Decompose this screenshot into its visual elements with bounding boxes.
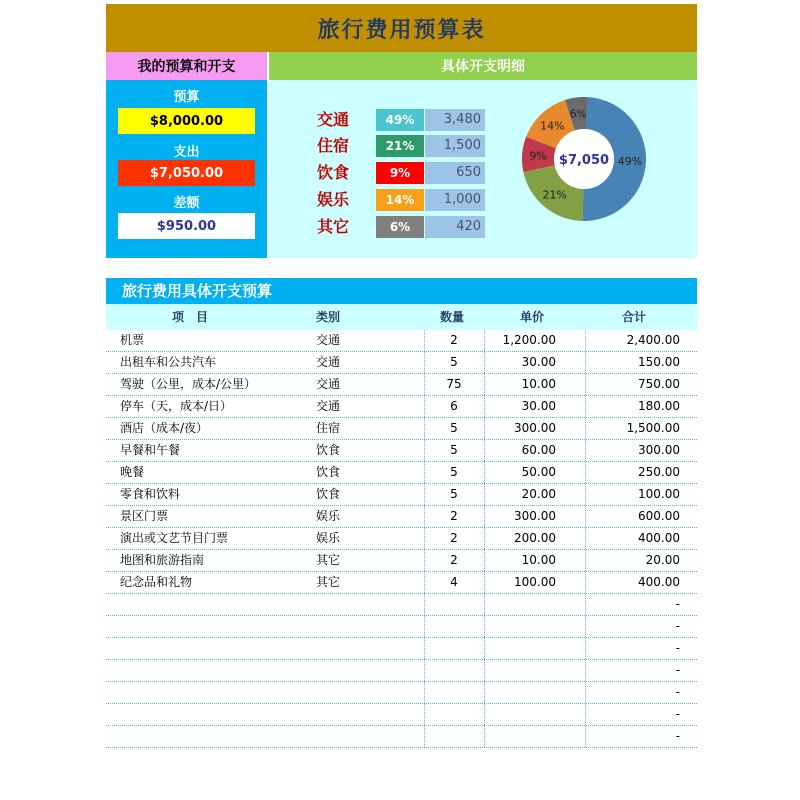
item-cell[interactable] xyxy=(120,594,310,615)
item-cell[interactable] xyxy=(120,682,310,703)
qty-cell[interactable] xyxy=(424,638,484,659)
total-cell[interactable]: - xyxy=(675,619,680,633)
total-cell[interactable]: 2,400.00 xyxy=(626,333,680,347)
column-divider xyxy=(484,484,485,505)
price-cell[interactable] xyxy=(486,616,556,637)
header-price: 单价 xyxy=(520,310,545,324)
total-cell[interactable]: - xyxy=(675,597,680,611)
category-cell[interactable]: 其它 xyxy=(316,553,341,567)
item-cell[interactable]: 早餐和午餐 xyxy=(120,443,181,457)
total-cell[interactable]: 400.00 xyxy=(638,531,680,545)
item-cell[interactable]: 驾驶（公里，成本/公里） xyxy=(120,377,257,391)
donut-slice-label: 21% xyxy=(542,188,567,202)
table-row xyxy=(106,528,697,550)
column-divider xyxy=(484,506,485,527)
total-cell[interactable]: 180.00 xyxy=(638,399,680,413)
expense-donut-chart xyxy=(519,94,649,224)
donut-center-label: $7,050 xyxy=(558,153,610,168)
price-cell[interactable]: 60.00 xyxy=(521,443,556,457)
donut-slice-label: 14% xyxy=(540,119,565,133)
category-amount[interactable]: 1,500 xyxy=(425,135,485,157)
my-budget-header: 我的预算和开支 xyxy=(106,52,267,80)
total-cell[interactable]: 400.00 xyxy=(638,575,680,589)
table-row xyxy=(106,484,697,506)
column-divider xyxy=(484,704,485,725)
item-cell[interactable] xyxy=(120,726,310,747)
column-divider xyxy=(484,418,485,439)
category-label: 交通 xyxy=(316,110,349,129)
qty-cell[interactable]: 2 xyxy=(450,531,458,545)
qty-cell[interactable]: 4 xyxy=(450,575,458,589)
table-row xyxy=(106,682,697,704)
table-row xyxy=(106,660,697,682)
table-row xyxy=(106,638,697,660)
category-amount[interactable]: 420 xyxy=(425,216,485,238)
category-cell[interactable]: 交通 xyxy=(316,399,341,413)
column-divider xyxy=(484,396,485,417)
price-cell[interactable]: 200.00 xyxy=(514,531,556,545)
price-cell[interactable]: 50.00 xyxy=(521,465,556,479)
category-cell[interactable] xyxy=(316,594,376,615)
item-cell[interactable]: 景区门票 xyxy=(120,509,169,523)
column-divider xyxy=(484,550,485,571)
difference-value[interactable]: $950.00 xyxy=(118,213,255,239)
expense-table-body xyxy=(106,330,697,748)
total-cell[interactable]: 600.00 xyxy=(638,509,680,523)
donut-slice-label: 6% xyxy=(569,107,588,121)
qty-cell[interactable] xyxy=(424,682,484,703)
total-cell[interactable]: 1,500.00 xyxy=(626,421,680,435)
category-cell[interactable] xyxy=(316,704,376,725)
column-divider xyxy=(484,462,485,483)
item-cell[interactable]: 酒店（成本/夜） xyxy=(120,421,209,435)
category-percent[interactable]: 9% xyxy=(376,162,424,184)
qty-cell[interactable] xyxy=(424,704,484,725)
column-divider xyxy=(484,374,485,395)
table-title: 旅行费用具体开支预算 xyxy=(106,278,697,304)
spent-label: 支出 xyxy=(173,145,200,160)
category-cell[interactable]: 交通 xyxy=(316,377,341,391)
category-cell[interactable]: 娱乐 xyxy=(316,531,341,545)
item-cell[interactable]: 晚餐 xyxy=(120,465,145,479)
category-cell[interactable]: 交通 xyxy=(316,333,341,347)
category-label: 娱乐 xyxy=(316,190,349,209)
item-cell[interactable]: 演出或文艺节目门票 xyxy=(120,531,229,545)
category-label: 饮食 xyxy=(316,163,349,182)
category-cell[interactable] xyxy=(316,638,376,659)
total-cell[interactable]: 150.00 xyxy=(638,355,680,369)
table-row xyxy=(106,418,697,440)
total-cell[interactable]: - xyxy=(675,729,680,743)
price-cell[interactable]: 300.00 xyxy=(514,509,556,523)
item-cell[interactable]: 零食和饮料 xyxy=(120,487,181,501)
total-cell[interactable]: 20.00 xyxy=(645,553,680,567)
category-cell[interactable] xyxy=(316,660,376,681)
category-label: 其它 xyxy=(316,217,349,236)
item-cell[interactable] xyxy=(120,704,310,725)
price-cell[interactable]: 10.00 xyxy=(521,377,556,391)
price-cell[interactable] xyxy=(486,704,556,725)
total-cell[interactable]: 100.00 xyxy=(638,487,680,501)
column-divider xyxy=(484,682,485,703)
column-divider xyxy=(484,616,485,637)
column-divider xyxy=(484,528,485,549)
table-row xyxy=(106,352,697,374)
total-cell[interactable]: - xyxy=(675,641,680,655)
category-cell[interactable] xyxy=(316,616,376,637)
table-row xyxy=(106,396,697,418)
price-cell[interactable]: 30.00 xyxy=(521,355,556,369)
qty-cell[interactable]: 6 xyxy=(450,399,458,413)
price-cell[interactable] xyxy=(486,682,556,703)
qty-cell[interactable] xyxy=(424,594,484,615)
table-row xyxy=(106,572,697,594)
category-percent[interactable]: 49% xyxy=(376,109,424,131)
qty-cell[interactable]: 5 xyxy=(450,487,458,501)
table-row xyxy=(106,616,697,638)
item-cell[interactable] xyxy=(120,616,310,637)
category-cell[interactable]: 住宿 xyxy=(316,421,341,435)
table-row xyxy=(106,726,697,748)
category-percent[interactable]: 14% xyxy=(376,189,424,211)
total-cell[interactable]: - xyxy=(675,707,680,721)
item-cell[interactable]: 地图和旅游指南 xyxy=(120,553,205,567)
sheet-title: 旅行费用预算表 xyxy=(106,4,697,52)
price-cell[interactable]: 100.00 xyxy=(514,575,556,589)
item-cell[interactable]: 机票 xyxy=(120,333,145,347)
budget-label: 预算 xyxy=(173,90,200,105)
header-category: 类别 xyxy=(316,310,341,324)
header-item: 项 目 xyxy=(172,310,209,324)
item-cell[interactable]: 纪念品和礼物 xyxy=(120,575,193,589)
budget-value[interactable]: $8,000.00 xyxy=(118,108,255,134)
item-cell[interactable] xyxy=(120,660,310,681)
price-cell[interactable]: 30.00 xyxy=(521,399,556,413)
qty-cell[interactable] xyxy=(424,660,484,681)
qty-cell[interactable]: 5 xyxy=(450,443,458,457)
table-row xyxy=(106,440,697,462)
price-cell[interactable]: 1,200.00 xyxy=(502,333,556,347)
expense-detail-header: 具体开支明细 xyxy=(269,52,697,80)
table-row xyxy=(106,506,697,528)
total-cell[interactable]: 250.00 xyxy=(638,465,680,479)
category-cell[interactable] xyxy=(316,682,376,703)
item-cell[interactable]: 停车（天，成本/日） xyxy=(120,399,233,413)
table-row xyxy=(106,594,697,616)
category-cell[interactable]: 饮食 xyxy=(316,487,341,501)
donut-slice-label: 49% xyxy=(617,154,643,168)
column-divider xyxy=(484,440,485,461)
table-row xyxy=(106,550,697,572)
item-cell[interactable] xyxy=(120,638,310,659)
category-cell[interactable]: 娱乐 xyxy=(316,509,341,523)
qty-cell[interactable]: 5 xyxy=(450,355,458,369)
column-divider xyxy=(484,638,485,659)
qty-cell[interactable] xyxy=(424,726,484,747)
category-label: 住宿 xyxy=(316,136,349,155)
column-divider xyxy=(484,352,485,373)
column-divider xyxy=(484,660,485,681)
category-cell[interactable]: 饮食 xyxy=(316,443,341,457)
qty-cell[interactable]: 2 xyxy=(450,509,458,523)
price-cell[interactable] xyxy=(486,726,556,747)
header-qty: 数量 xyxy=(440,310,465,324)
category-cell[interactable]: 饮食 xyxy=(316,465,341,479)
price-cell[interactable] xyxy=(486,594,556,615)
category-amount[interactable]: 1,000 xyxy=(425,189,485,211)
table-row xyxy=(106,462,697,484)
category-cell[interactable]: 其它 xyxy=(316,575,341,589)
category-percent[interactable]: 21% xyxy=(376,135,424,157)
table-row xyxy=(106,704,697,726)
price-cell[interactable]: 10.00 xyxy=(521,553,556,567)
category-cell[interactable] xyxy=(316,726,376,747)
total-cell[interactable]: - xyxy=(675,685,680,699)
price-cell[interactable]: 20.00 xyxy=(521,487,556,501)
table-header-row xyxy=(106,304,697,330)
item-cell[interactable]: 出租车和公共汽车 xyxy=(120,355,217,369)
column-divider xyxy=(484,572,485,593)
difference-label: 差额 xyxy=(173,196,200,211)
qty-cell[interactable]: 2 xyxy=(450,553,458,567)
donut-slice-label: 9% xyxy=(529,149,547,163)
total-cell[interactable]: 750.00 xyxy=(638,377,680,391)
table-row xyxy=(106,374,697,396)
category-amount[interactable]: 650 xyxy=(425,162,485,184)
table-row xyxy=(106,330,697,352)
qty-cell[interactable]: 75 xyxy=(446,377,462,391)
header-total: 合计 xyxy=(622,310,647,324)
total-cell[interactable]: - xyxy=(675,663,680,677)
qty-cell[interactable] xyxy=(424,616,484,637)
column-divider xyxy=(484,726,485,747)
column-divider xyxy=(484,594,485,615)
qty-cell[interactable]: 5 xyxy=(450,465,458,479)
price-cell[interactable] xyxy=(486,638,556,659)
expense-detail-panel xyxy=(269,80,697,258)
spent-value[interactable]: $7,050.00 xyxy=(118,160,255,186)
price-cell[interactable] xyxy=(486,660,556,681)
total-cell[interactable]: 300.00 xyxy=(638,443,680,457)
category-percent[interactable]: 6% xyxy=(376,216,424,238)
category-cell[interactable]: 交通 xyxy=(316,355,341,369)
qty-cell[interactable]: 2 xyxy=(450,333,458,347)
column-divider xyxy=(484,330,485,351)
budget-summary-panel xyxy=(106,80,267,258)
category-amount[interactable]: 3,480 xyxy=(425,109,485,131)
price-cell[interactable]: 300.00 xyxy=(514,421,556,435)
qty-cell[interactable]: 5 xyxy=(450,421,458,435)
